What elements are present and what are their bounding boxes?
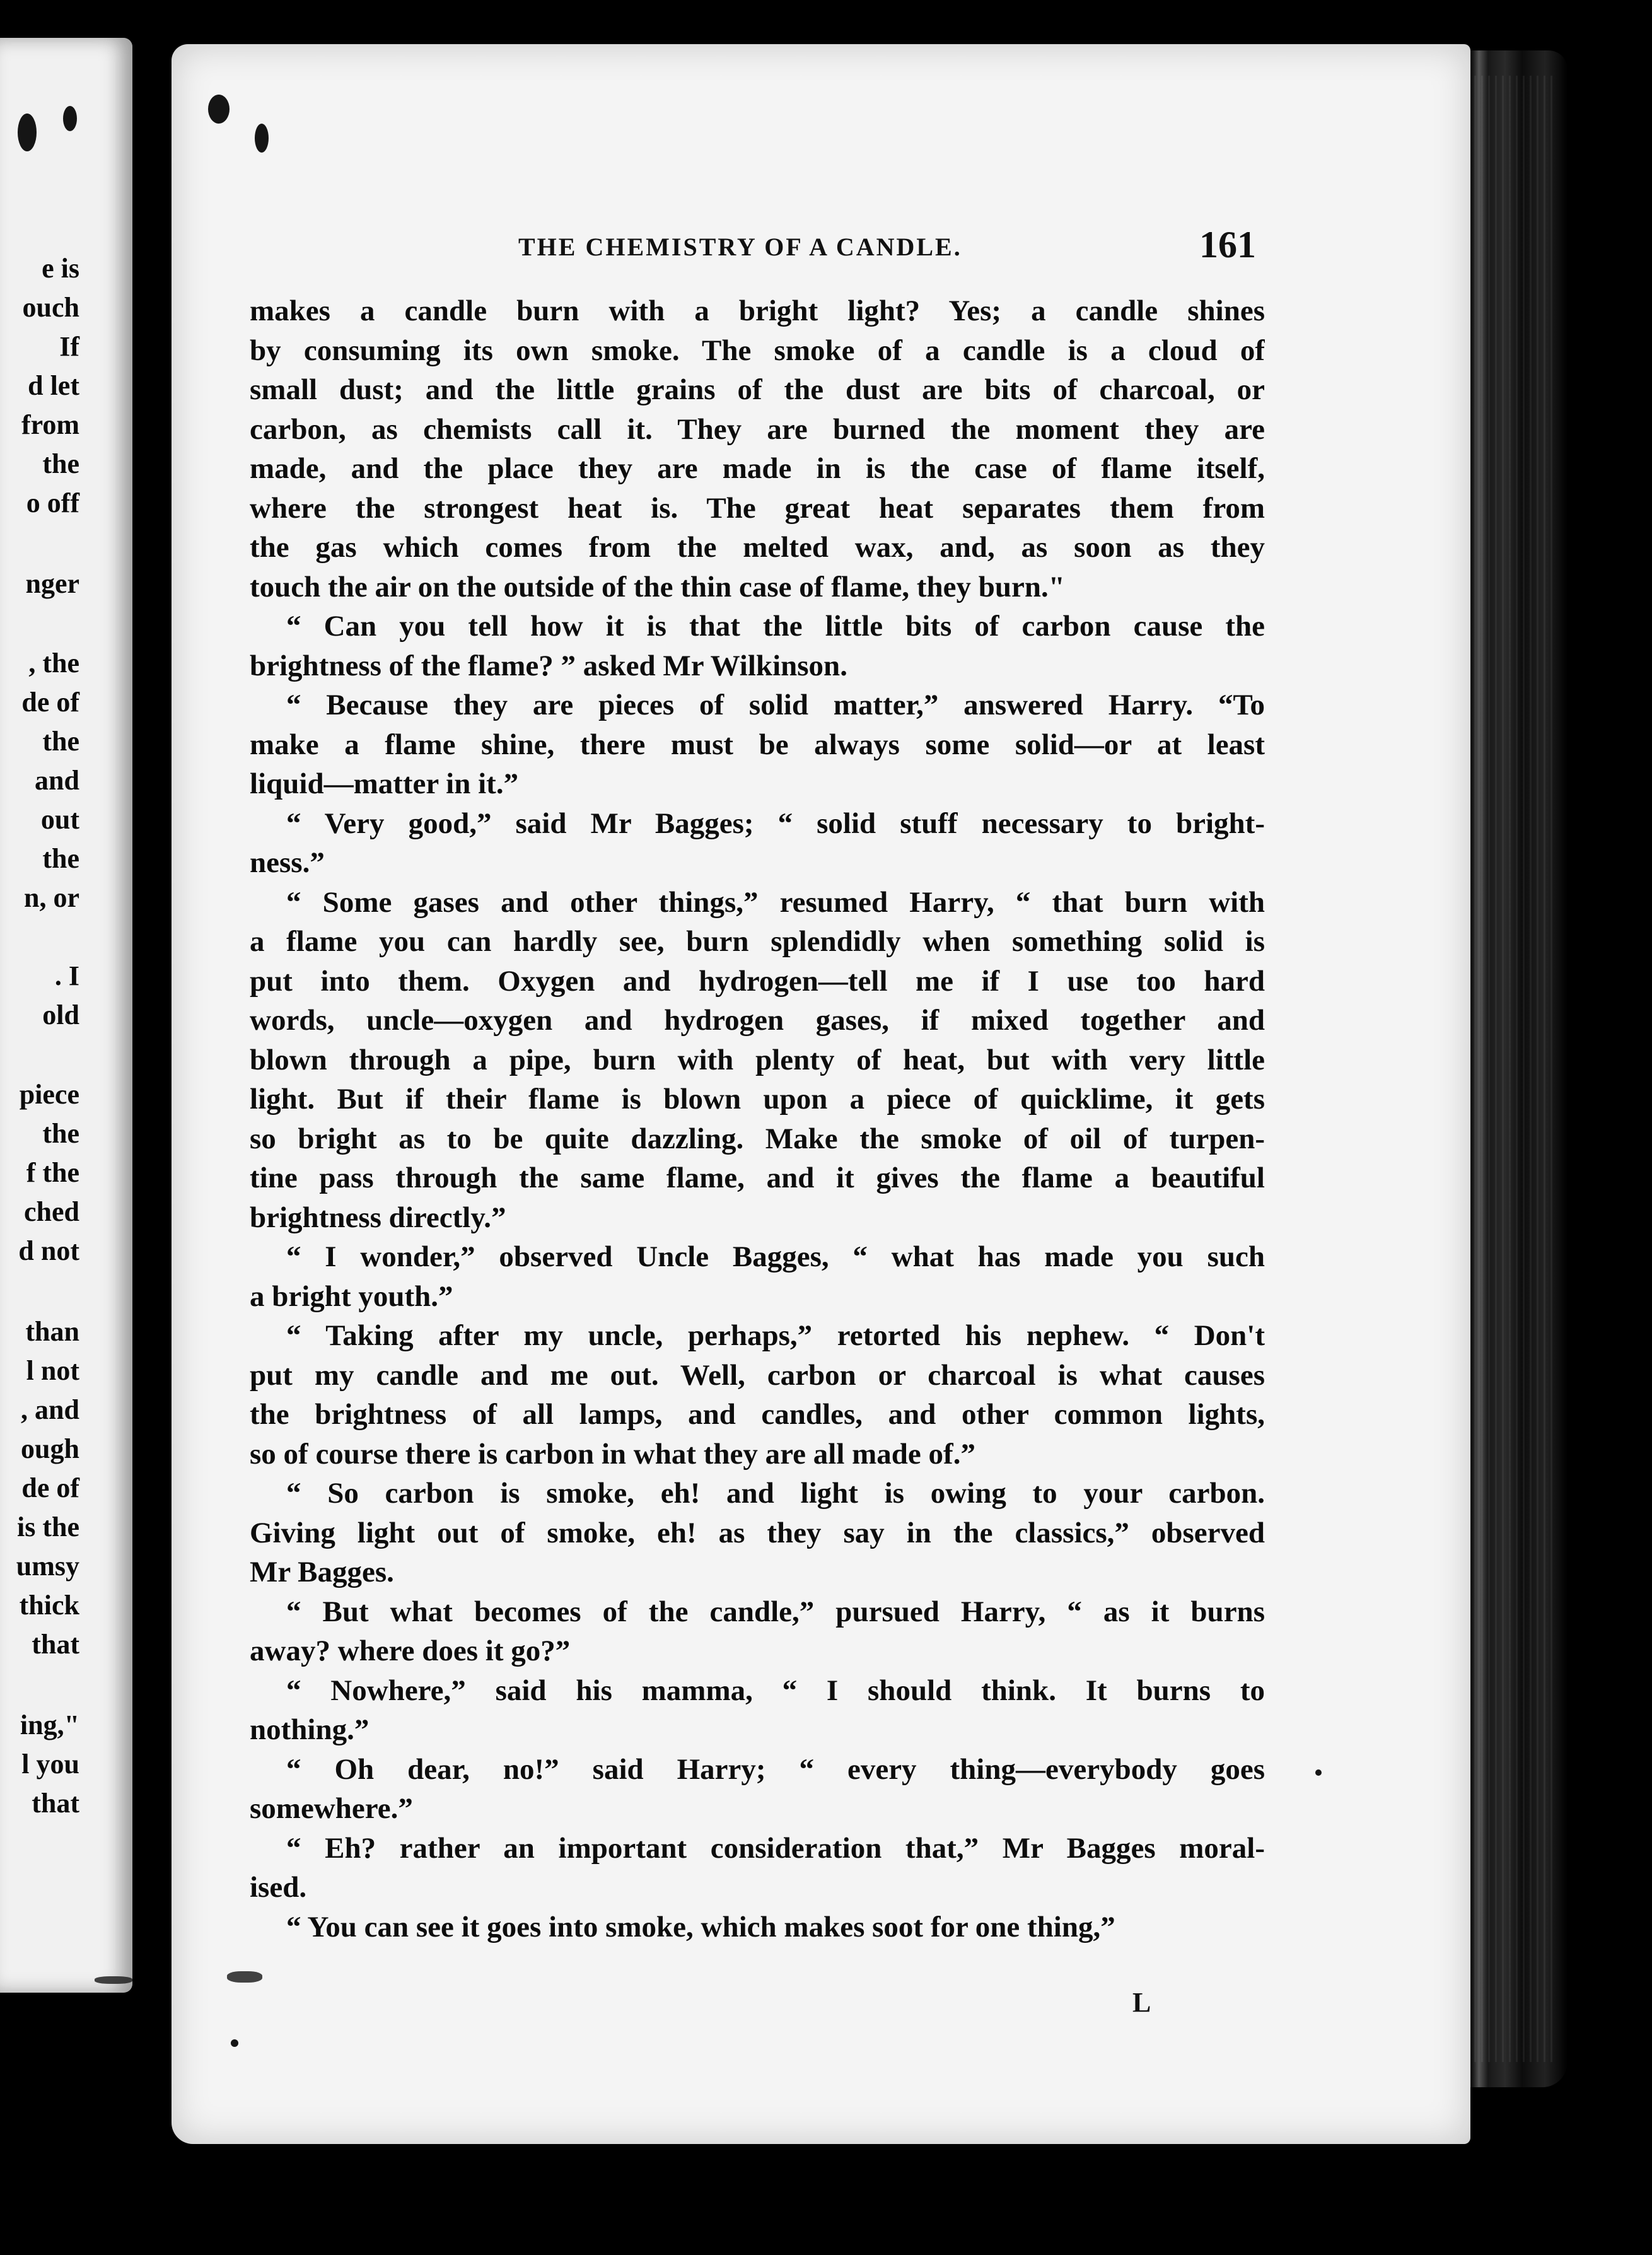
page-header (247, 223, 1256, 274)
text-line: carbon, as chemists call it. They are burned the moment they are (250, 412, 1265, 446)
scan-smudge (95, 1976, 132, 1984)
text-line: “ But what becomes of the candle,” pursued Harry, “ as it burns (286, 1595, 1265, 1628)
ink-dot (231, 2039, 238, 2047)
text-line: made, and the place they are made in is the case of flame itself, (250, 452, 1265, 485)
facing-page-fragment-line: the (42, 843, 79, 874)
text-line: “ Nowhere,” said his mamma, “ I should think. It burns to (286, 1674, 1265, 1707)
text-line: a bright youth.” (250, 1279, 453, 1313)
facing-page-fragment-line: the (42, 726, 79, 757)
facing-page-fragment-line: o off (26, 487, 79, 518)
facing-page-fragment-line: ouch (22, 292, 79, 323)
facing-page-fragment-line: If (59, 331, 79, 362)
facing-page-fragment-line: de of (21, 1472, 79, 1503)
facing-page-fragment-line: d let (28, 370, 79, 401)
ink-blot (18, 114, 37, 151)
text-line: touch the air on the outside of the thin case of flame, they burn." (250, 570, 1065, 603)
facing-page-fragment-line: nger (25, 568, 79, 599)
text-line: “ Taking after my uncle, perhaps,” retorted his nephew. “ Don't (286, 1319, 1265, 1352)
facing-page-fragment-line: l not (26, 1355, 79, 1386)
facing-page-fragment-line: the (42, 448, 79, 479)
facing-page-fragment-line: thick (19, 1590, 79, 1621)
text-line: “ Some gases and other things,” resumed Harry, “ that burn with (286, 885, 1265, 919)
facing-page-fragment-line: piece (19, 1079, 79, 1110)
ink-blot (208, 95, 230, 124)
text-line: “ I wonder,” observed Uncle Bagges, “ what has made you such (286, 1240, 1265, 1273)
text-line: ness.” (250, 846, 325, 879)
facing-page-fragment-line: the (42, 1118, 79, 1149)
text-line: small dust; and the little grains of the dust are bits of charcoal, or (250, 373, 1265, 406)
text-line: away? where does it go?” (250, 1634, 571, 1667)
page-number: 161 (1199, 224, 1256, 265)
facing-page-fragment-line: ing," (20, 1710, 79, 1740)
facing-page-fragment-line: , and (21, 1394, 79, 1425)
body-text (250, 291, 1265, 1947)
text-line: “ Oh dear, no!” said Harry; “ every thing—everybody goes (286, 1752, 1265, 1786)
text-line: make a flame shine, there must be always some solid—or at least (250, 728, 1265, 761)
facing-page-fragment-line: is the (17, 1512, 79, 1542)
text-line: a flame you can hardly see, burn splendidly when something solid is (250, 925, 1265, 958)
text-line: by consuming its own smoke. The smoke of a candle is a cloud of (250, 334, 1265, 367)
text-line: “ Can you tell how it is that the little bits of carbon cause the (286, 610, 1265, 643)
text-line: where the strongest heat is. The great heat separates them from (250, 491, 1265, 525)
facing-page-fragment-line: that (32, 1788, 79, 1819)
scan-smudge (227, 1971, 262, 1983)
text-line: somewhere.” (250, 1792, 413, 1825)
facing-page-fragment-line: e is (42, 253, 79, 284)
text-line: put into them. Oxygen and hydrogen—tell me if I use too hard (250, 964, 1265, 998)
facing-page-fragment-line: and (35, 765, 79, 796)
text-line: tine pass through the same flame, and it gives the flame a beautiful (250, 1162, 1265, 1194)
text-line: “ You can see it goes into smoke, which makes soot for one thing,” (286, 1910, 1115, 1943)
facing-page-fragment-line: old (42, 999, 79, 1030)
text-line: “ So carbon is smoke, eh! and light is owing to your carbon. (286, 1477, 1265, 1510)
text-line: words, uncle—oxygen and hydrogen gases, if mixed together and (250, 1004, 1265, 1037)
facing-page-fragment-line: out (40, 804, 79, 835)
running-head: THE CHEMISTRY OF A CANDLE. (518, 233, 962, 261)
text-line: “ Because they are pieces of solid matter,” answered Harry. “To (286, 689, 1265, 721)
text-line: so of course there is carbon in what they are all made of.” (250, 1437, 975, 1471)
facing-page-fragment-line: n, or (24, 882, 79, 913)
facing-page-text (0, 38, 132, 1993)
facing-page-fragment-line: , the (28, 648, 79, 679)
text-line: brightness directly.” (250, 1201, 506, 1234)
text-line: Giving light out of smoke, eh! as they say in the classics,” observed (250, 1516, 1265, 1549)
facing-page-fragment (0, 38, 132, 1993)
facing-page-fragment-line: than (25, 1316, 79, 1347)
text-line: put my candle and me out. Well, carbon or charcoal is what causes (250, 1358, 1265, 1392)
facing-page-fragment-line: ched (24, 1196, 79, 1227)
text-line: makes a candle burn with a bright light? Yes; a candle shines (250, 294, 1265, 327)
text-line: Mr Bagges. (250, 1556, 394, 1588)
ink-dot (1315, 1769, 1322, 1776)
text-line: so bright as to be quite dazzling. Make the smoke of oil of turpen- (250, 1122, 1265, 1155)
text-line: light. But if their flame is blown upon a piece of quicklime, it gets (250, 1083, 1265, 1116)
facing-page-fragment-line: from (21, 409, 79, 440)
text-line: “ Very good,” said Mr Bagges; “ solid stuff necessary to bright- (286, 807, 1265, 840)
text-line: ised. (250, 1871, 307, 1904)
text-line: nothing.” (250, 1713, 369, 1746)
page-edge-texture (1460, 76, 1555, 2062)
text-line: blown through a pipe, burn with plenty of heat, but with very little (250, 1043, 1265, 1076)
facing-page-fragment-line: f the (26, 1157, 79, 1188)
facing-page-fragment-line: de of (21, 687, 79, 718)
text-line: the gas which comes from the melted wax, and, as soon as they (250, 531, 1265, 564)
text-line: “ Eh? rather an important consideration that,” Mr Bagges moral- (286, 1831, 1265, 1865)
facing-page-fragment-line: d not (18, 1235, 79, 1266)
text-line: brightness of the flame? ” asked Mr Wilkinson. (250, 649, 847, 682)
facing-page-fragment-line: umsy (16, 1551, 79, 1582)
book-gutter (132, 0, 172, 2255)
ink-blot (63, 106, 77, 131)
facing-page-fragment-line: ough (21, 1433, 79, 1464)
facing-page-fragment-line: . I (54, 960, 79, 991)
signature-mark: L (1132, 1987, 1151, 2018)
ink-blot (255, 124, 269, 153)
text-line: the brightness of all lamps, and candles, and other common lights, (250, 1398, 1265, 1431)
facing-page-fragment-line: l you (21, 1749, 79, 1780)
facing-page-fragment-line: that (32, 1629, 79, 1660)
text-line: liquid—matter in it.” (250, 767, 519, 800)
